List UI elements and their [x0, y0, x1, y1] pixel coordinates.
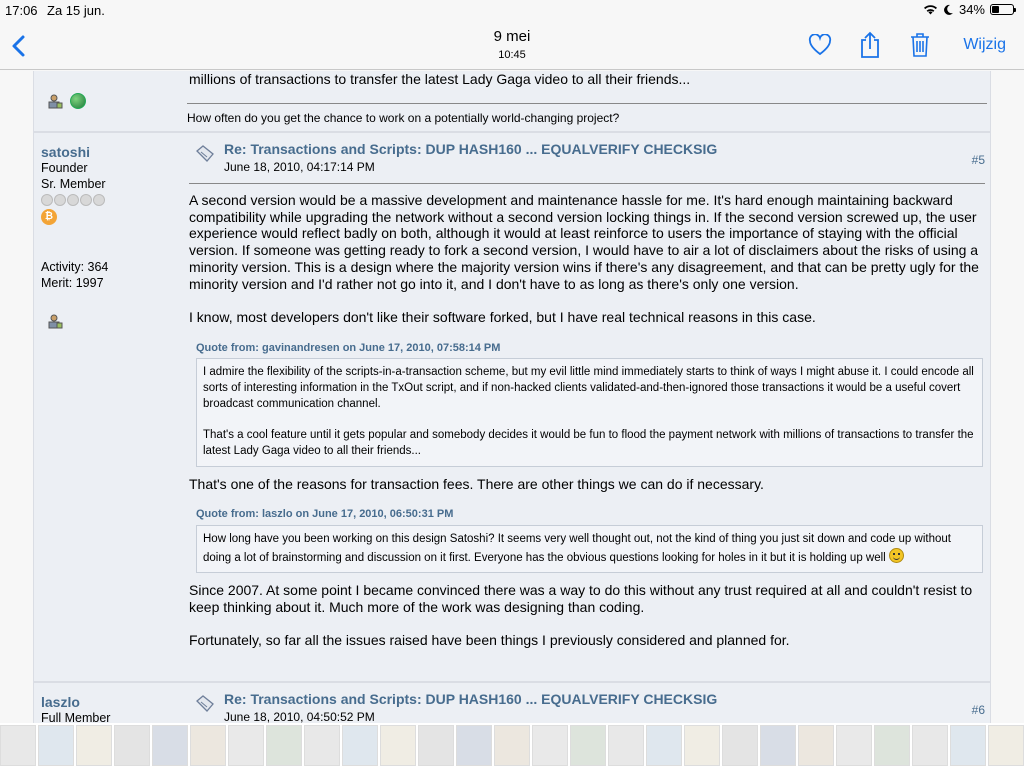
navigation-bar [0, 20, 1024, 70]
post-subject[interactable]: Re: Transactions and Scripts: DUP HASH160 ... EQUALVERIFY CHECKSIG [224, 141, 718, 157]
photo-thumbnail[interactable] [228, 725, 264, 766]
photo-thumbnail[interactable] [646, 725, 682, 766]
poster-info [41, 144, 181, 333]
content-area[interactable] [0, 71, 1024, 723]
wifi-icon [923, 4, 938, 15]
photo-thumbnail[interactable] [494, 725, 530, 766]
post-header [189, 133, 985, 173]
battery-icon [990, 4, 1014, 15]
photo-thumbnail[interactable] [76, 725, 112, 766]
heart-icon [808, 34, 832, 56]
photo-thumbnail[interactable] [988, 725, 1024, 766]
post-subject[interactable]: Re: Transactions and Scripts: DUP HASH160 ... EQUALVERIFY CHECKSIG [224, 691, 718, 707]
poster-info [41, 694, 181, 723]
nav-title-block [412, 28, 612, 61]
back-button[interactable] [8, 32, 32, 60]
photo-thumbnail[interactable] [190, 725, 226, 766]
edit-button[interactable]: Wijzig [963, 36, 1006, 53]
photo-thumbnail[interactable] [0, 725, 36, 766]
post-date: June 18, 2010, 04:50:52 PM [224, 710, 375, 723]
post-paragraph: Fortunately, so far all the issues raised have been things I previously considered and planned for. [189, 632, 790, 649]
photo-thumbnail[interactable] [114, 725, 150, 766]
post-icon [195, 145, 215, 163]
status-right [923, 2, 1014, 17]
post-body [189, 184, 985, 649]
photo-thumbnail[interactable] [38, 725, 74, 766]
photo-thumbnail[interactable] [836, 725, 872, 766]
signature-divider [187, 103, 987, 104]
star-icon [67, 194, 79, 206]
post-header [189, 683, 985, 723]
poster-rank: Sr. Member [41, 177, 106, 191]
favorite-button[interactable] [805, 30, 835, 60]
photo-thumbnail[interactable] [950, 725, 986, 766]
post-number[interactable]: #5 [971, 153, 985, 167]
rank-stars [41, 194, 181, 206]
photo-thumbnail[interactable] [684, 725, 720, 766]
post-date: June 18, 2010, 04:17:14 PM [224, 160, 375, 174]
post-paragraph: Since 2007. At some point I became convinced there was a way to do this without any trust required at all and couldn't resist to keep thinking about it. Much more of the work was designing than coding. [189, 582, 973, 616]
bitcoin-badge-icon: ₿ [41, 209, 57, 225]
quote-block [196, 525, 983, 573]
photo-thumbnail[interactable] [380, 725, 416, 766]
post-number[interactable]: #6 [971, 703, 985, 717]
post-icon [195, 695, 215, 713]
photo-thumbnail[interactable] [912, 725, 948, 766]
quote-paragraph: I admire the flexibility of the scripts-in-a-transaction scheme, but my evil little mind immediately starts to think of ways I might abuse it. I could encode all sorts of interesting information in the TxOut script, and if non-hacked clients validated-and-then-ignored those transactions it would be a useful covert broadcast communication channel. [203, 366, 974, 410]
smiley-icon [889, 548, 904, 563]
post-message [189, 133, 985, 666]
photo-thumbnail[interactable] [570, 725, 606, 766]
poster-merit: Merit: 1997 [41, 276, 104, 290]
delete-button[interactable] [905, 30, 935, 60]
poster-rank: Full Member [41, 711, 111, 723]
previous-post [34, 71, 990, 131]
previous-post-text: millions of transactions to transfer the latest Lady Gaga video to all their friends... [189, 71, 691, 87]
photo-thumbnail[interactable] [266, 725, 302, 766]
previous-post-icons [47, 93, 86, 109]
status-date: Za 15 jun. [47, 3, 105, 18]
post-paragraph: I know, most developers don't like their software forked, but I have real technical reasons in this case. [189, 308, 816, 325]
poster-role: Founder [41, 161, 88, 175]
photo-thumbnail[interactable] [304, 725, 340, 766]
status-bar [0, 0, 1024, 20]
trash-icon [909, 32, 931, 58]
quote-text: How long have you been working on this design Satoshi? It seems very well thought out, not the kind of thing you just sit down and code up without doing a lot of brainstorming and discussion on it first. Everyone has the obvious questions looking for holes in it but it is holding up well [203, 532, 951, 564]
nav-title: 9 mei [493, 28, 531, 45]
quote-header[interactable]: Quote from: laszlo on June 17, 2010, 06:50:31 PM [196, 508, 454, 521]
photo-thumbnail[interactable] [874, 725, 910, 766]
quote-header[interactable]: Quote from: gavinandresen on June 17, 2010, 07:58:14 PM [196, 341, 501, 354]
post-paragraph: That's one of the reasons for transaction fees. There are other things we can do if necessary. [189, 475, 764, 492]
photo-thumbnail[interactable] [798, 725, 834, 766]
photo-thumbnail[interactable] [342, 725, 378, 766]
battery-fill [992, 6, 999, 13]
star-icon [80, 194, 92, 206]
photo-thumbnail[interactable] [608, 725, 644, 766]
poster-username[interactable]: satoshi [41, 144, 91, 160]
forum-thread [33, 71, 991, 723]
photo-thumbnail[interactable] [152, 725, 188, 766]
moon-icon [943, 4, 954, 15]
thumbnail-strip[interactable] [0, 723, 1024, 768]
poster-username[interactable]: laszlo [41, 694, 80, 710]
status-time: 17:06 [5, 3, 38, 18]
photo-thumbnail[interactable] [456, 725, 492, 766]
star-icon [41, 194, 53, 206]
photo-thumbnail[interactable] [760, 725, 796, 766]
post-message [189, 683, 985, 723]
share-icon [859, 31, 881, 59]
profile-icon[interactable] [47, 93, 63, 109]
share-button[interactable] [855, 30, 885, 60]
chevron-left-icon [8, 32, 32, 60]
photo-thumbnail[interactable] [418, 725, 454, 766]
next-forum-post [34, 683, 990, 723]
post-paragraph: A second version would be a massive development and maintenance hassle for me. It's hard enough maintaining backward compatibility while upgrading the network without a second version locking things in. If the second version screwed up, the user experience would reflect badly on both, although it would at least reinforce to users the importance of staying with the official version. If someone was getting ready to fork a second version, I would have to air a lot of disclaimers about the risks of using a minority version. This is a design where the majority version wins if there's any disagreement, and that can be pretty ugly for the minority version and I'd rather not go into it, and I don't have to as long as there's only one version. [189, 192, 979, 292]
previous-post-signature: How often do you get the chance to work on a potentially world-changing project? [187, 111, 620, 125]
star-icon [93, 194, 105, 206]
quote-block [196, 358, 983, 466]
quote-paragraph: That's a cool feature until it gets popular and somebody decides it would be fun to flood the payment network with millions of transactions to transfer the latest Lady Gaga video to all their friends... [203, 429, 974, 457]
nav-subtitle: 10:45 [498, 49, 526, 61]
star-icon [54, 194, 66, 206]
forum-post [34, 133, 990, 681]
photo-thumbnail[interactable] [722, 725, 758, 766]
poster-activity: Activity: 364 [41, 260, 109, 274]
battery-percent: 34% [958, 2, 985, 17]
profile-icon[interactable] [47, 313, 63, 329]
photo-thumbnail[interactable] [532, 725, 568, 766]
website-icon[interactable] [70, 93, 86, 109]
nav-actions [805, 30, 1006, 60]
